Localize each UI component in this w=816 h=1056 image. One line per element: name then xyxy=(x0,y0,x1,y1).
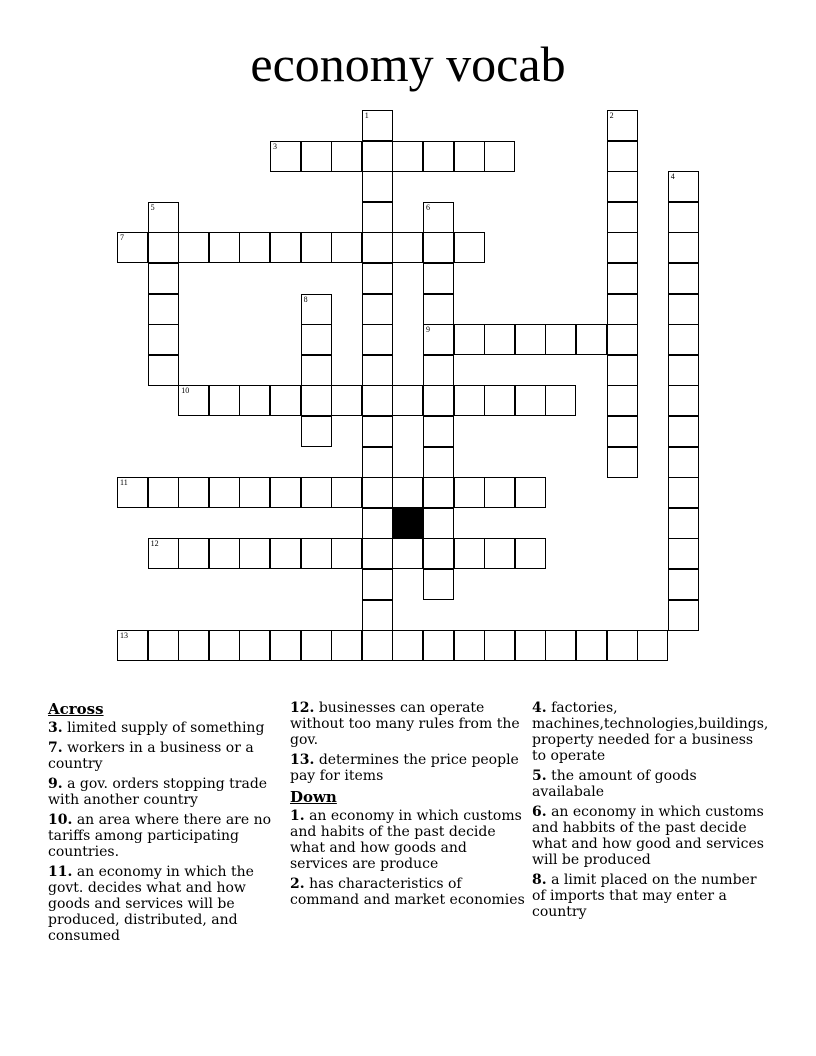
grid-cell[interactable] xyxy=(576,324,607,355)
cell-number: 11 xyxy=(120,478,128,488)
grid-cell[interactable] xyxy=(362,355,393,386)
grid-cell[interactable] xyxy=(148,630,179,661)
cell-number: 4 xyxy=(670,172,675,182)
grid-cell[interactable] xyxy=(392,630,423,661)
clue-number: 1. xyxy=(290,808,305,824)
cell-number: 7 xyxy=(120,233,124,243)
grid-cell[interactable] xyxy=(178,385,209,416)
grid-cell[interactable] xyxy=(607,294,638,325)
grid-cell[interactable] xyxy=(423,232,454,263)
clue-text: an economy in which the govt. decides what and how goods and services will be produced, distributed, and consumed xyxy=(48,864,254,944)
grid-cell[interactable] xyxy=(576,630,607,661)
grid-cell[interactable] xyxy=(423,447,454,478)
clue-across-10 xyxy=(48,812,276,860)
clue-text: has characteristics of command and market economies xyxy=(290,876,525,908)
clue-number: 3. xyxy=(48,720,63,736)
cell-number: 1 xyxy=(364,111,369,120)
clue-down-2 xyxy=(290,876,526,908)
grid-cell[interactable] xyxy=(668,232,699,263)
grid-cell[interactable] xyxy=(148,477,179,508)
grid-cell[interactable] xyxy=(484,630,515,661)
grid-cell[interactable] xyxy=(362,110,393,141)
grid-cell[interactable] xyxy=(515,630,546,661)
grid-cell[interactable] xyxy=(392,141,423,172)
down-heading: Down xyxy=(290,788,337,806)
grid-cell[interactable] xyxy=(362,477,393,508)
clue-text: a limit placed on the number of imports that may enter a country xyxy=(532,872,757,920)
grid-cell[interactable] xyxy=(331,385,362,416)
grid-cell[interactable] xyxy=(607,447,638,478)
clue-across-3 xyxy=(48,720,276,736)
grid-cell[interactable] xyxy=(301,141,332,172)
grid-cell[interactable] xyxy=(362,385,393,416)
grid-cell[interactable] xyxy=(362,538,393,569)
grid-cell[interactable] xyxy=(392,232,423,263)
grid-cell[interactable] xyxy=(117,477,148,508)
grid-cell[interactable] xyxy=(362,508,393,539)
clue-text: determines the price people pay for items xyxy=(290,752,519,784)
grid-cell[interactable] xyxy=(301,477,332,508)
grid-cell[interactable] xyxy=(362,171,393,202)
grid-cell[interactable] xyxy=(362,202,393,233)
grid-cell[interactable] xyxy=(668,538,699,569)
grid-cell[interactable] xyxy=(668,569,699,600)
grid-cell[interactable] xyxy=(301,630,332,661)
grid-cell[interactable] xyxy=(668,355,699,386)
cell-number: 3 xyxy=(273,141,277,151)
grid-cell[interactable] xyxy=(270,477,301,508)
grid-cell[interactable] xyxy=(362,324,393,355)
grid-cell[interactable] xyxy=(545,324,576,355)
clue-down-8 xyxy=(532,872,768,920)
clue-down-1 xyxy=(290,808,526,872)
grid-cell[interactable] xyxy=(209,477,240,508)
grid-cell[interactable] xyxy=(515,324,546,355)
clue-across-11 xyxy=(48,864,276,944)
clue-number: 5. xyxy=(532,768,547,784)
grid-cell[interactable] xyxy=(362,447,393,478)
grid-cell[interactable] xyxy=(362,569,393,600)
grid-cell[interactable] xyxy=(301,538,332,569)
grid-cell[interactable] xyxy=(301,294,332,325)
grid-cell[interactable] xyxy=(148,538,179,569)
clue-across-12 xyxy=(290,700,526,748)
cell-number: 2 xyxy=(609,111,614,120)
grid-cell[interactable] xyxy=(301,355,332,386)
grid-cell[interactable] xyxy=(239,538,270,569)
grid-cell[interactable] xyxy=(668,416,699,447)
grid-cell[interactable] xyxy=(362,141,393,172)
grid-cell[interactable] xyxy=(454,324,485,355)
grid-cell[interactable] xyxy=(239,477,270,508)
grid-cell[interactable] xyxy=(423,630,454,661)
grid-cell[interactable] xyxy=(148,263,179,294)
clues-section xyxy=(48,700,778,980)
grid-cell[interactable] xyxy=(209,538,240,569)
cell-number: 5 xyxy=(150,202,155,212)
clue-number: 6. xyxy=(532,804,547,820)
grid-cell[interactable] xyxy=(178,630,209,661)
clue-down-5 xyxy=(532,768,768,800)
cell-number: 9 xyxy=(426,325,430,335)
grid-cell[interactable] xyxy=(270,232,301,263)
grid-cell[interactable] xyxy=(545,630,576,661)
grid-cell[interactable] xyxy=(668,477,699,508)
clue-number: 13. xyxy=(290,752,315,768)
grid-cell[interactable] xyxy=(515,477,546,508)
grid-cell[interactable] xyxy=(607,232,638,263)
cell-number: 10 xyxy=(181,386,190,396)
grid-cell[interactable] xyxy=(423,477,454,508)
clue-text: an area where there are no tariffs among participating countries. xyxy=(48,812,272,860)
grid-cell[interactable] xyxy=(117,232,148,263)
grid-cell[interactable] xyxy=(668,600,699,631)
black-square xyxy=(392,508,423,539)
clues-column-2 xyxy=(290,700,526,912)
grid-cell[interactable] xyxy=(423,569,454,600)
grid-cell[interactable] xyxy=(270,630,301,661)
grid-cell[interactable] xyxy=(239,232,270,263)
clue-number: 8. xyxy=(532,872,547,888)
grid-cell[interactable] xyxy=(484,324,515,355)
grid-cell[interactable] xyxy=(668,294,699,325)
grid-cell[interactable] xyxy=(607,263,638,294)
grid-cell[interactable] xyxy=(607,630,638,661)
grid-cell[interactable] xyxy=(607,141,638,172)
page-title: economy vocab xyxy=(250,36,566,92)
grid-cell[interactable] xyxy=(362,263,393,294)
clue-number: 10. xyxy=(48,812,73,828)
grid-cell[interactable] xyxy=(454,477,485,508)
grid-cell[interactable] xyxy=(484,141,515,172)
grid-cell[interactable] xyxy=(209,630,240,661)
grid-cell[interactable] xyxy=(270,385,301,416)
grid-cell[interactable] xyxy=(607,171,638,202)
cell-number: 13 xyxy=(120,631,128,641)
cell-number: 12 xyxy=(150,539,159,549)
clues-column-1 xyxy=(48,700,276,948)
grid-cell[interactable] xyxy=(423,294,454,325)
grid-cell[interactable] xyxy=(423,416,454,447)
grid-cell[interactable] xyxy=(423,355,454,386)
grid-cell[interactable] xyxy=(668,324,699,355)
grid-cell[interactable] xyxy=(392,385,423,416)
grid-cell[interactable] xyxy=(668,263,699,294)
grid-cell[interactable] xyxy=(545,385,576,416)
clue-number: 4. xyxy=(532,700,547,716)
grid-cell[interactable] xyxy=(454,141,485,172)
grid-cell[interactable] xyxy=(423,324,454,355)
grid-cell[interactable] xyxy=(607,110,638,141)
grid-cell[interactable] xyxy=(484,477,515,508)
grid-cell[interactable] xyxy=(362,294,393,325)
grid-cell[interactable] xyxy=(484,385,515,416)
grid-cell[interactable] xyxy=(484,538,515,569)
grid-cell[interactable] xyxy=(668,171,699,202)
grid-cell[interactable] xyxy=(423,508,454,539)
grid-cell[interactable] xyxy=(239,630,270,661)
clue-text: limited supply of something xyxy=(67,720,265,736)
grid-cell[interactable] xyxy=(301,232,332,263)
clue-text: factories, machines,technologies,buildings, property needed for a business to operate xyxy=(532,700,769,764)
grid-cell[interactable] xyxy=(209,385,240,416)
clue-down-6 xyxy=(532,804,768,868)
grid-cell[interactable] xyxy=(331,477,362,508)
clue-across-7 xyxy=(48,740,276,772)
clues-column-3 xyxy=(532,700,768,924)
grid-cell[interactable] xyxy=(454,385,485,416)
grid-cell[interactable] xyxy=(301,416,332,447)
grid-cell[interactable] xyxy=(148,202,179,233)
grid-cell[interactable] xyxy=(178,477,209,508)
clue-down-4 xyxy=(532,700,768,764)
clue-text: businesses can operate without too many rules from the gov. xyxy=(290,700,520,748)
grid-cell[interactable] xyxy=(270,538,301,569)
clue-number: 12. xyxy=(290,700,315,716)
grid-cell[interactable] xyxy=(148,355,179,386)
grid-cell[interactable] xyxy=(301,385,332,416)
grid-cell[interactable] xyxy=(117,630,148,661)
grid-cell[interactable] xyxy=(454,232,485,263)
grid-cell[interactable] xyxy=(239,385,270,416)
clue-number: 9. xyxy=(48,776,63,792)
clue-text: an economy in which customs and habits of the past decide what and how goods and services are produce xyxy=(290,808,522,872)
grid-cell[interactable] xyxy=(607,202,638,233)
grid-cell[interactable] xyxy=(301,324,332,355)
grid-cell[interactable] xyxy=(331,630,362,661)
clue-across-13 xyxy=(290,752,526,784)
grid-cell[interactable] xyxy=(148,294,179,325)
across-heading: Across xyxy=(48,700,104,718)
grid-cell[interactable] xyxy=(331,232,362,263)
grid-cell[interactable] xyxy=(454,630,485,661)
grid-cell[interactable] xyxy=(362,630,393,661)
grid-cell[interactable] xyxy=(209,232,240,263)
clue-across-9 xyxy=(48,776,276,808)
grid-cell[interactable] xyxy=(515,385,546,416)
grid-cell[interactable] xyxy=(668,202,699,233)
grid-cell[interactable] xyxy=(668,508,699,539)
clue-number: 7. xyxy=(48,740,63,756)
grid-cell[interactable] xyxy=(515,538,546,569)
grid-cell[interactable] xyxy=(423,385,454,416)
grid-cell[interactable] xyxy=(178,538,209,569)
grid-cell[interactable] xyxy=(607,324,638,355)
clue-text: an economy in which customs and habbits of the past decide what and how good and services will be produced xyxy=(532,804,764,868)
grid-cell[interactable] xyxy=(607,416,638,447)
grid-cell[interactable] xyxy=(331,538,362,569)
clue-text: workers in a business or a country xyxy=(48,740,254,772)
grid-cell[interactable] xyxy=(607,385,638,416)
grid-cell[interactable] xyxy=(607,355,638,386)
grid-cell[interactable] xyxy=(423,202,454,233)
grid-cell[interactable] xyxy=(423,538,454,569)
grid-cell[interactable] xyxy=(423,141,454,172)
clue-number: 2. xyxy=(290,876,305,892)
grid-cell[interactable] xyxy=(392,477,423,508)
grid-cell[interactable] xyxy=(148,324,179,355)
grid-cell[interactable] xyxy=(362,600,393,631)
grid-cell[interactable] xyxy=(668,447,699,478)
grid-cell[interactable] xyxy=(331,141,362,172)
cell-number: 6 xyxy=(426,202,430,212)
grid-cell[interactable] xyxy=(148,232,179,263)
grid-cell[interactable] xyxy=(362,416,393,447)
grid-cell[interactable] xyxy=(454,538,485,569)
grid-cell[interactable] xyxy=(270,141,301,172)
clue-text: the amount of goods availabale xyxy=(532,768,697,800)
cell-number: 8 xyxy=(303,294,308,304)
grid-cell[interactable] xyxy=(362,232,393,263)
grid-cell[interactable] xyxy=(423,263,454,294)
grid-cell[interactable] xyxy=(637,630,668,661)
grid-cell[interactable] xyxy=(392,538,423,569)
clue-text: a gov. orders stopping trade with another country xyxy=(48,776,268,808)
clue-number: 11. xyxy=(48,864,73,880)
grid-cell[interactable] xyxy=(668,385,699,416)
grid-cell[interactable] xyxy=(178,232,209,263)
